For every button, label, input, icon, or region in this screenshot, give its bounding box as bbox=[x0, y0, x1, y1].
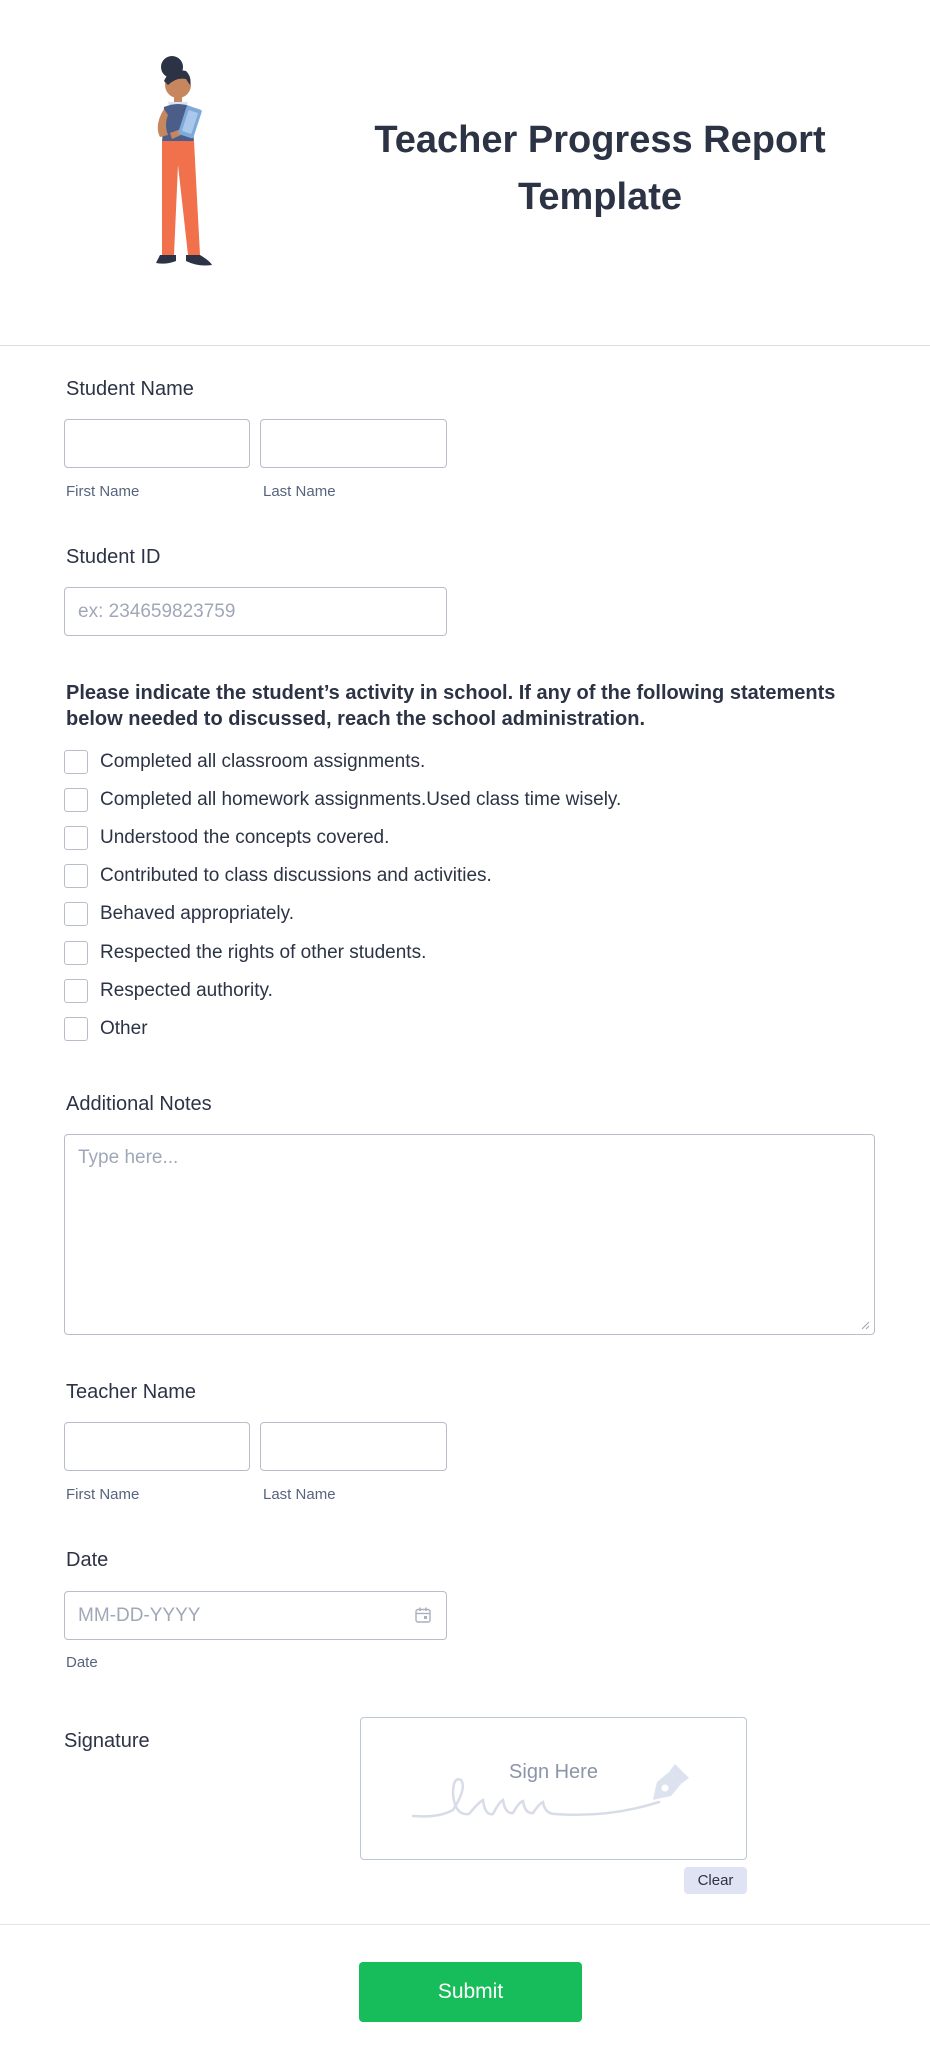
student-first-name-sublabel: First Name bbox=[66, 483, 140, 500]
resize-grip-icon[interactable] bbox=[860, 1320, 870, 1330]
checkbox-label: Understood the concepts covered. bbox=[100, 827, 390, 848]
checkbox-label: Completed all homework assignments.Used class time wisely. bbox=[100, 789, 622, 810]
signature-pad[interactable] bbox=[360, 1717, 747, 1860]
teacher-last-name-input[interactable] bbox=[260, 1422, 447, 1471]
checkbox-option-4[interactable] bbox=[64, 863, 492, 889]
additional-notes-textarea[interactable] bbox=[64, 1134, 875, 1335]
checkbox-label: Respected the rights of other students. bbox=[100, 942, 427, 963]
teacher-first-name-input[interactable] bbox=[64, 1422, 250, 1471]
checkbox[interactable] bbox=[64, 902, 88, 926]
additional-notes-label: Additional Notes bbox=[66, 1093, 212, 1115]
checkbox-option-1[interactable] bbox=[64, 749, 425, 775]
teacher-first-name-sublabel: First Name bbox=[66, 1486, 140, 1503]
form-title: Teacher Progress Report Template bbox=[374, 119, 826, 218]
checkbox-option-8[interactable] bbox=[64, 1016, 148, 1042]
student-last-name-input[interactable] bbox=[260, 419, 447, 468]
sign-here-text: Sign Here bbox=[509, 1761, 598, 1783]
date-sublabel: Date bbox=[66, 1654, 98, 1671]
checkbox-label: Behaved appropriately. bbox=[100, 903, 294, 924]
teacher-last-name-sublabel: Last Name bbox=[263, 1486, 336, 1503]
checkbox[interactable] bbox=[64, 788, 88, 812]
date-input[interactable] bbox=[64, 1591, 447, 1640]
activity-question: Please indicate the student’s activity in school. If any of the following statements below needed to discussed, reach the school administration. bbox=[66, 682, 836, 730]
student-id-input[interactable] bbox=[64, 587, 447, 636]
pen-nib-icon bbox=[645, 1760, 693, 1804]
checkbox[interactable] bbox=[64, 826, 88, 850]
checkbox-option-7[interactable] bbox=[64, 978, 273, 1004]
checkbox-label: Contributed to class discussions and activities. bbox=[100, 865, 492, 886]
checkbox-option-3[interactable] bbox=[64, 825, 389, 851]
clear-signature-button[interactable]: Clear bbox=[684, 1867, 747, 1894]
student-name-label: Student Name bbox=[66, 378, 194, 400]
checkbox-label: Other bbox=[100, 1018, 148, 1039]
student-last-name-sublabel: Last Name bbox=[263, 483, 336, 500]
checkbox[interactable] bbox=[64, 1017, 88, 1041]
form-header bbox=[0, 0, 930, 346]
submit-button[interactable]: Submit bbox=[359, 1962, 582, 2022]
checkbox[interactable] bbox=[64, 941, 88, 965]
footer-divider bbox=[0, 1924, 930, 1925]
checkbox[interactable] bbox=[64, 750, 88, 774]
checkbox[interactable] bbox=[64, 979, 88, 1003]
student-first-name-input[interactable] bbox=[64, 419, 250, 468]
calendar-icon[interactable] bbox=[414, 1606, 432, 1624]
checkbox-option-6[interactable] bbox=[64, 940, 426, 966]
checkbox[interactable] bbox=[64, 864, 88, 888]
checkbox-label: Completed all classroom assignments. bbox=[100, 751, 426, 772]
teacher-illustration bbox=[130, 55, 240, 295]
teacher-name-label: Teacher Name bbox=[66, 1381, 197, 1403]
checkbox-label: Respected authority. bbox=[100, 980, 273, 1001]
checkbox-option-2[interactable] bbox=[64, 787, 621, 813]
signature-label: Signature bbox=[64, 1730, 150, 1752]
checkbox-option-5[interactable] bbox=[64, 901, 294, 927]
student-id-label: Student ID bbox=[66, 546, 161, 568]
date-label: Date bbox=[66, 1549, 109, 1571]
